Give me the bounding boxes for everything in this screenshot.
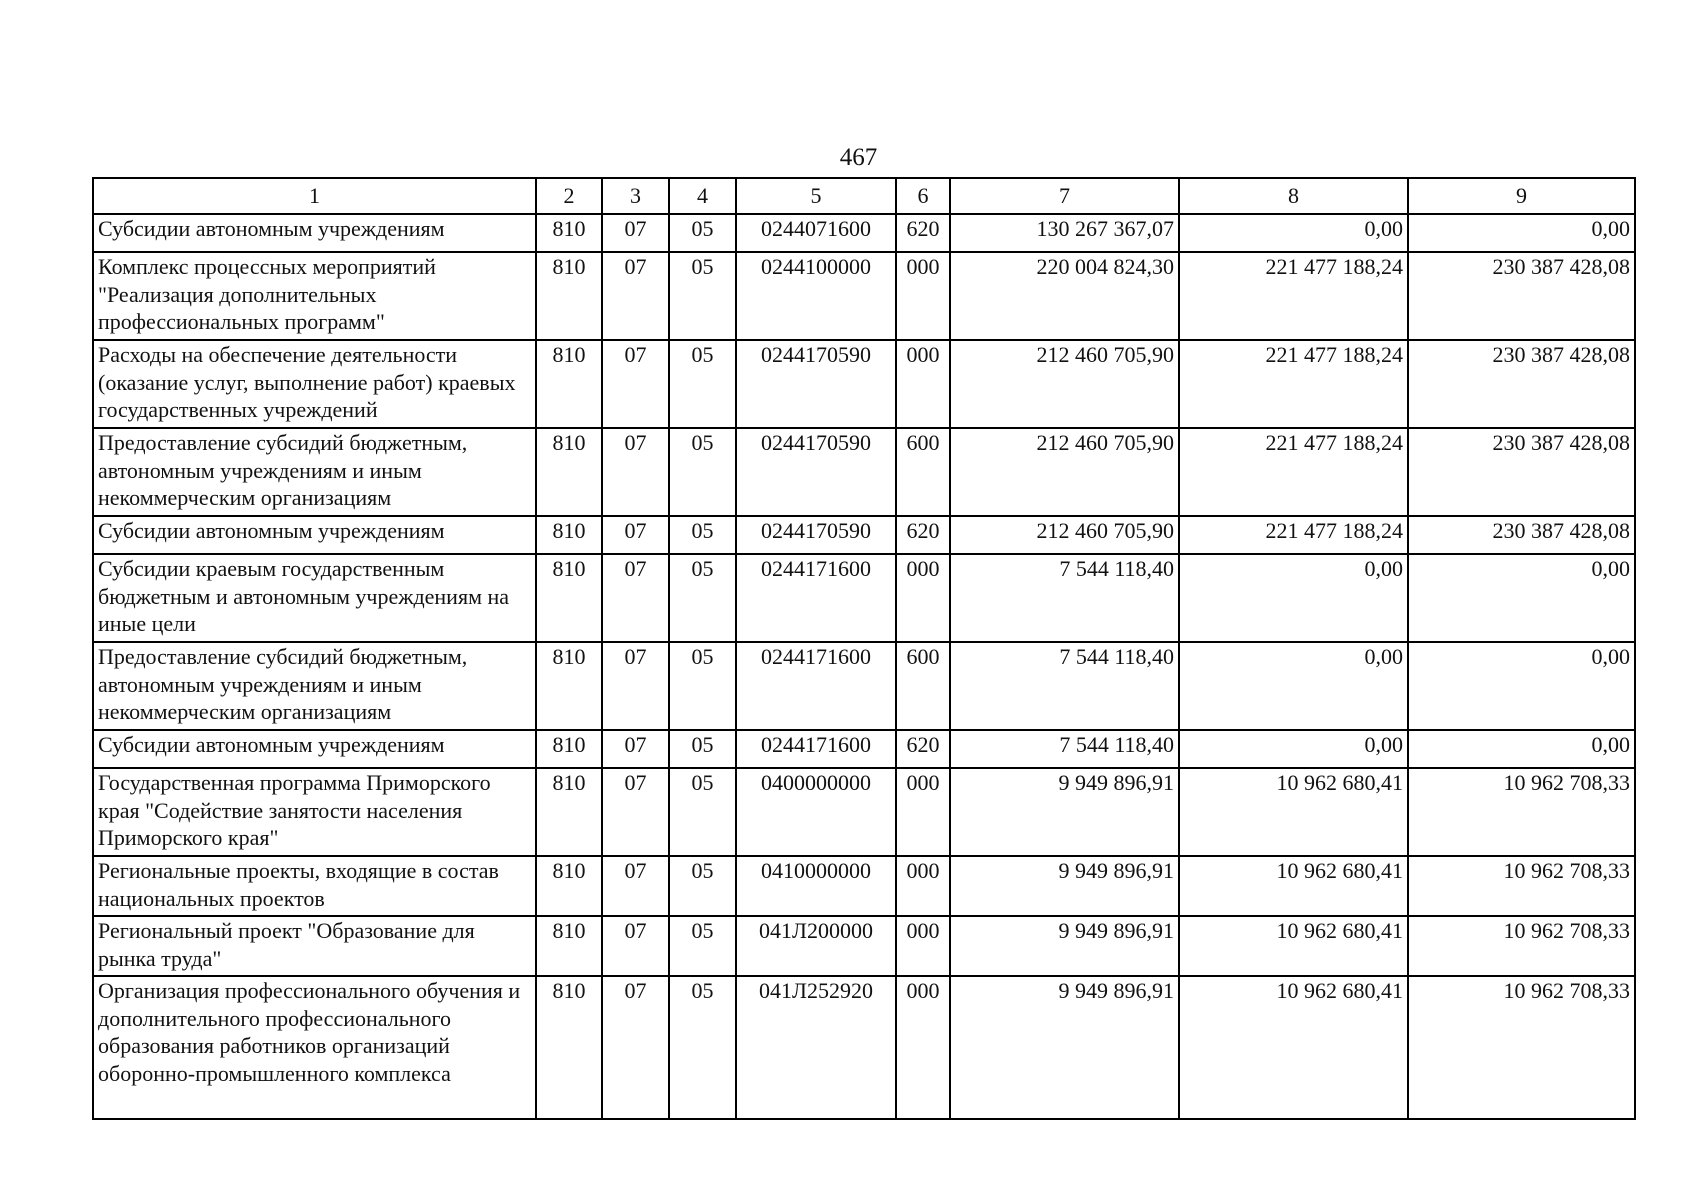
code-col-4: 05 [669, 976, 736, 1119]
code-col-6: 600 [896, 428, 950, 516]
code-col-6: 000 [896, 554, 950, 642]
amount-col-7: 9 949 896,91 [950, 856, 1179, 916]
amount-col-7: 9 949 896,91 [950, 768, 1179, 856]
header-cell: 3 [602, 178, 669, 214]
amount-col-7: 9 949 896,91 [950, 916, 1179, 976]
row-name: Предоставление субсидий бюджетным, автономным учреждениям и иным некоммерческим организациям [93, 642, 536, 730]
code-col-2: 810 [536, 340, 602, 428]
code-col-5: 0244071600 [736, 214, 896, 252]
amount-col-7: 212 460 705,90 [950, 428, 1179, 516]
header-cell: 6 [896, 178, 950, 214]
amount-col-7: 7 544 118,40 [950, 554, 1179, 642]
code-col-4: 05 [669, 554, 736, 642]
amount-col-8: 10 962 680,41 [1179, 976, 1408, 1119]
code-col-3: 07 [602, 252, 669, 340]
row-name: Региональный проект "Образование для рынка труда" [93, 916, 536, 976]
header-cell: 7 [950, 178, 1179, 214]
table-row [93, 214, 1635, 252]
amount-col-8: 221 477 188,24 [1179, 428, 1408, 516]
code-col-5: 0244171600 [736, 554, 896, 642]
code-col-5: 0244170590 [736, 516, 896, 554]
header-cell: 1 [93, 178, 536, 214]
code-col-6: 000 [896, 252, 950, 340]
row-name: Субсидии автономным учреждениям [93, 730, 536, 768]
code-col-5: 0244100000 [736, 252, 896, 340]
amount-col-8: 221 477 188,24 [1179, 252, 1408, 340]
code-col-2: 810 [536, 916, 602, 976]
code-col-2: 810 [536, 642, 602, 730]
table-row [93, 642, 1635, 730]
row-name: Предоставление субсидий бюджетным, автономным учреждениям и иным некоммерческим организациям [93, 428, 536, 516]
code-col-2: 810 [536, 976, 602, 1119]
amount-col-8: 10 962 680,41 [1179, 916, 1408, 976]
code-col-3: 07 [602, 976, 669, 1119]
row-name: Субсидии автономным учреждениям [93, 214, 536, 252]
row-name: Организация профессионального обучения и дополнительного профессионального образования работников организаций оборонно-промышленного комплекса [93, 976, 536, 1119]
code-col-6: 620 [896, 214, 950, 252]
code-col-2: 810 [536, 856, 602, 916]
amount-col-9: 230 387 428,08 [1408, 428, 1635, 516]
amount-col-9: 0,00 [1408, 642, 1635, 730]
code-col-2: 810 [536, 214, 602, 252]
amount-col-9: 10 962 708,33 [1408, 916, 1635, 976]
code-col-5: 0410000000 [736, 856, 896, 916]
code-col-3: 07 [602, 916, 669, 976]
amount-col-9: 230 387 428,08 [1408, 252, 1635, 340]
row-name: Субсидии краевым государственным бюджетным и автономным учреждениям на иные цели [93, 554, 536, 642]
code-col-6: 600 [896, 642, 950, 730]
amount-col-9: 10 962 708,33 [1408, 768, 1635, 856]
code-col-6: 000 [896, 856, 950, 916]
amount-col-8: 0,00 [1179, 730, 1408, 768]
code-col-6: 000 [896, 768, 950, 856]
header-cell: 2 [536, 178, 602, 214]
code-col-4: 05 [669, 340, 736, 428]
row-name: Расходы на обеспечение деятельности (оказание услуг, выполнение работ) краевых государственных учреждений [93, 340, 536, 428]
code-col-3: 07 [602, 768, 669, 856]
amount-col-9: 0,00 [1408, 214, 1635, 252]
table-row [93, 252, 1635, 340]
code-col-2: 810 [536, 768, 602, 856]
code-col-2: 810 [536, 428, 602, 516]
amount-col-9: 10 962 708,33 [1408, 976, 1635, 1119]
row-name: Субсидии автономным учреждениям [93, 516, 536, 554]
code-col-3: 07 [602, 516, 669, 554]
header-cell: 4 [669, 178, 736, 214]
code-col-6: 620 [896, 516, 950, 554]
header-cell: 9 [1408, 178, 1635, 214]
code-col-4: 05 [669, 214, 736, 252]
code-col-4: 05 [669, 856, 736, 916]
amount-col-7: 9 949 896,91 [950, 976, 1179, 1119]
code-col-3: 07 [602, 856, 669, 916]
code-col-3: 07 [602, 554, 669, 642]
code-col-3: 07 [602, 428, 669, 516]
table-row [93, 554, 1635, 642]
code-col-4: 05 [669, 516, 736, 554]
table-row [93, 916, 1635, 976]
table-row [93, 516, 1635, 554]
table-row [93, 976, 1635, 1119]
code-col-5: 0244170590 [736, 428, 896, 516]
table-row [93, 428, 1635, 516]
code-col-5: 0244171600 [736, 642, 896, 730]
row-name: Комплекс процессных мероприятий "Реализация дополнительных профессиональных программ" [93, 252, 536, 340]
code-col-5: 0244171600 [736, 730, 896, 768]
code-col-4: 05 [669, 642, 736, 730]
row-name: Региональные проекты, входящие в состав национальных проектов [93, 856, 536, 916]
code-col-3: 07 [602, 214, 669, 252]
code-col-4: 05 [669, 428, 736, 516]
code-col-4: 05 [669, 768, 736, 856]
amount-col-8: 0,00 [1179, 554, 1408, 642]
code-col-2: 810 [536, 554, 602, 642]
header-cell: 8 [1179, 178, 1408, 214]
amount-col-8: 0,00 [1179, 642, 1408, 730]
amount-col-8: 10 962 680,41 [1179, 768, 1408, 856]
table-row [93, 730, 1635, 768]
amount-col-7: 7 544 118,40 [950, 730, 1179, 768]
code-col-4: 05 [669, 730, 736, 768]
table-row [93, 768, 1635, 856]
amount-col-7: 220 004 824,30 [950, 252, 1179, 340]
table-row [93, 340, 1635, 428]
amount-col-8: 0,00 [1179, 214, 1408, 252]
amount-col-9: 230 387 428,08 [1408, 340, 1635, 428]
code-col-3: 07 [602, 642, 669, 730]
code-col-3: 07 [602, 730, 669, 768]
code-col-5: 041Л200000 [736, 916, 896, 976]
code-col-6: 000 [896, 916, 950, 976]
code-col-5: 0400000000 [736, 768, 896, 856]
header-row [93, 178, 1635, 214]
code-col-6: 000 [896, 976, 950, 1119]
amount-col-9: 230 387 428,08 [1408, 516, 1635, 554]
code-col-6: 620 [896, 730, 950, 768]
row-name: Государственная программа Приморского края "Содействие занятости населения Приморского края" [93, 768, 536, 856]
amount-col-8: 10 962 680,41 [1179, 856, 1408, 916]
amount-col-8: 221 477 188,24 [1179, 516, 1408, 554]
amount-col-7: 212 460 705,90 [950, 340, 1179, 428]
amount-col-9: 0,00 [1408, 554, 1635, 642]
code-col-2: 810 [536, 252, 602, 340]
code-col-2: 810 [536, 516, 602, 554]
header-cell: 5 [736, 178, 896, 214]
amount-col-7: 130 267 367,07 [950, 214, 1179, 252]
code-col-5: 0244170590 [736, 340, 896, 428]
code-col-4: 05 [669, 916, 736, 976]
code-col-6: 000 [896, 340, 950, 428]
code-col-4: 05 [669, 252, 736, 340]
amount-col-7: 7 544 118,40 [950, 642, 1179, 730]
table-row [93, 856, 1635, 916]
amount-col-8: 221 477 188,24 [1179, 340, 1408, 428]
amount-col-7: 212 460 705,90 [950, 516, 1179, 554]
amount-col-9: 0,00 [1408, 730, 1635, 768]
budget-table [92, 177, 1636, 1120]
code-col-3: 07 [602, 340, 669, 428]
code-col-5: 041Л252920 [736, 976, 896, 1119]
amount-col-9: 10 962 708,33 [1408, 856, 1635, 916]
code-col-2: 810 [536, 730, 602, 768]
page-number: 467 [839, 144, 878, 171]
